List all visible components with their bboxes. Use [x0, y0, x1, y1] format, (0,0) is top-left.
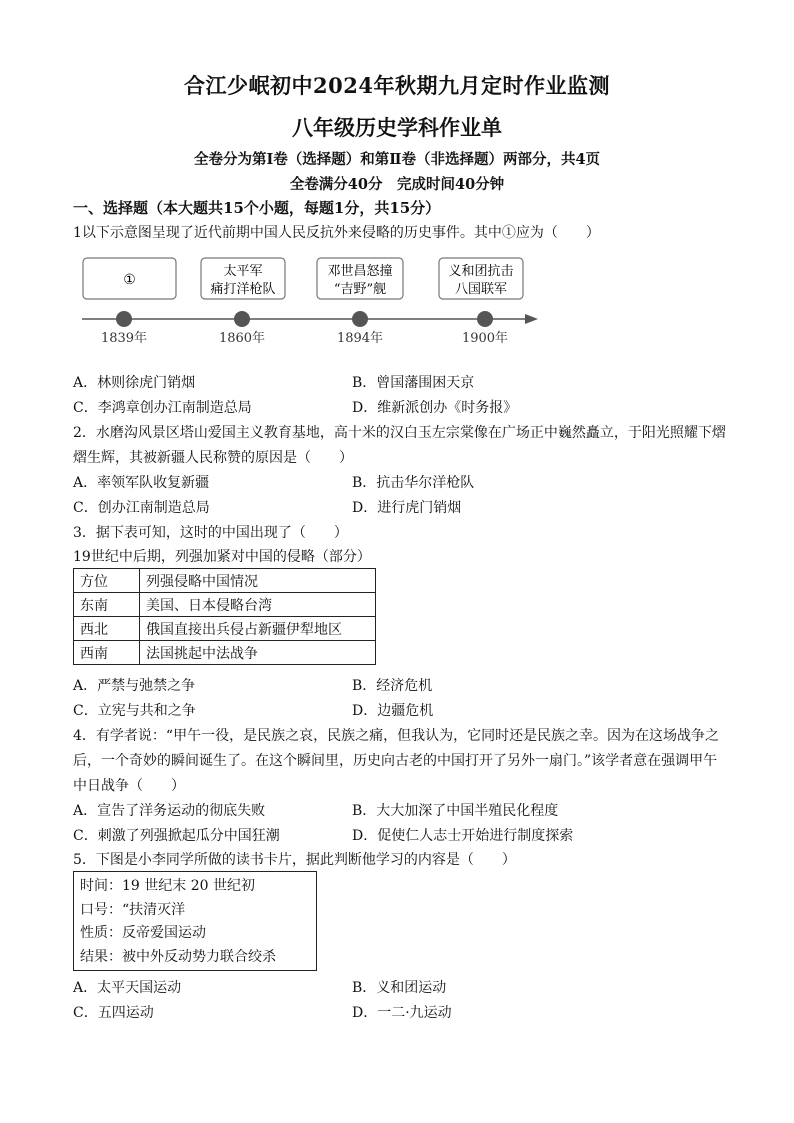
table-cell: 东南 [74, 593, 140, 617]
timeline-year-4: 1900年 [461, 331, 509, 346]
exam-title: 合江少岷初中2024年秋期九月定时作业监测 [184, 73, 610, 98]
q1-timeline [70, 250, 550, 350]
q1-option-c[interactable]: C．李鸿章创办江南制造总局 [73, 400, 252, 416]
q5-stem: 5．下图是小李同学所做的读书卡片，据此判断他学习的内容是（ ） [73, 852, 516, 868]
q3-option-a[interactable]: A．严禁与弛禁之争 [73, 678, 196, 694]
table-row [74, 641, 376, 665]
q4-stem-line1: 4．有学者说：“甲午一役，是民族之哀，民族之痛，但我认为，它同时还是民族之幸。因为在这场战争之 [73, 728, 720, 744]
q2-option-c[interactable]: C．创办江南制造总局 [73, 500, 210, 516]
table-cell: 俄国直接出兵侵占新疆伊犁地区 [140, 617, 376, 641]
table-cell: 方位 [74, 569, 140, 593]
table-cell: 西南 [74, 641, 140, 665]
q2-option-d[interactable]: D．进行虎门销烟 [352, 500, 462, 516]
table-row [74, 569, 376, 593]
q3-option-c[interactable]: C．立宪与共和之争 [73, 703, 196, 719]
q3-option-d[interactable]: D．边疆危机 [352, 703, 434, 719]
timeline-dot-1 [116, 311, 132, 327]
table-row [74, 593, 376, 617]
timeline-label-3b: “吉野”舰 [333, 282, 387, 297]
card-line-time: 时间：19 世纪末 20 世纪初 [80, 878, 255, 894]
q3-table-caption: 19世纪中后期，列强加紧对中国的侵略（部分） [73, 549, 371, 565]
timeline-dot-3 [352, 311, 368, 327]
q5-reading-card [73, 871, 317, 971]
card-line-slogan: 口号：“扶清灭洋 [80, 901, 186, 918]
q5-option-a[interactable]: A．太平天国运动 [73, 980, 182, 996]
q3-table [73, 568, 376, 665]
q2-stem-line2: 熠生辉，其被新疆人民称赞的原因是（ ） [73, 450, 353, 466]
q2-option-b[interactable]: B．抗击华尔洋枪队 [352, 475, 475, 491]
exam-info-pages: 全卷分为第Ⅰ卷（选择题）和第Ⅱ卷（非选择题）两部分，共4页 [193, 151, 601, 168]
table-row [74, 617, 376, 641]
q5-option-b[interactable]: B．义和团运动 [352, 980, 447, 996]
timeline-arrow-icon [525, 314, 538, 324]
q5-option-c[interactable]: C．五四运动 [73, 1005, 154, 1021]
timeline-label-3a: 邓世昌怒撞 [327, 264, 393, 279]
q1-option-d[interactable]: D．维新派创办《时务报》 [352, 400, 518, 416]
q4-stem-line2: 后，一个奇妙的瞬间诞生了。在这个瞬间里，历史向古老的中国打开了另外一扇门。”该学者意在强调甲午 [73, 753, 718, 769]
timeline-label-4a: 义和团抗击 [448, 264, 514, 279]
table-cell: 法国挑起中法战争 [140, 641, 376, 665]
exam-subtitle: 八年级历史学科作业单 [292, 115, 502, 140]
q1-option-b[interactable]: B．曾国藩围困天京 [352, 375, 475, 391]
timeline-box-1 [83, 258, 176, 299]
timeline-year-2: 1860年 [218, 331, 266, 346]
timeline-box-2 [201, 258, 285, 299]
section-heading: 一、选择题（本大题共15个小题，每题1分，共15分） [73, 199, 441, 217]
timeline-dot-4 [477, 311, 493, 327]
q5-option-d[interactable]: D．一二·九运动 [352, 1005, 452, 1021]
q1-option-a[interactable]: A．林则徐虎门销烟 [73, 375, 196, 391]
timeline-dot-2 [234, 311, 250, 327]
q4-option-b[interactable]: B．大大加深了中国半殖民化程度 [352, 803, 559, 819]
q3-option-b[interactable]: B．经济危机 [352, 678, 433, 694]
q4-option-d[interactable]: D．促使仁人志士开始进行制度探索 [352, 828, 574, 844]
timeline-label-4b: 八国联军 [454, 282, 508, 297]
timeline-label-2a: 太平军 [223, 264, 263, 279]
q4-option-a[interactable]: A．宣告了洋务运动的彻底失败 [73, 803, 266, 819]
q4-option-c[interactable]: C．刺激了列强掀起瓜分中国狂潮 [73, 828, 280, 844]
timeline-year-3: 1894年 [336, 331, 384, 346]
card-line-nature: 性质：反帝爱国运动 [80, 925, 206, 941]
exam-info-score: 全卷满分40分 完成时间40分钟 [289, 176, 505, 193]
timeline-label-2b: 痛打洋枪队 [210, 282, 276, 297]
q2-option-a[interactable]: A．率领军队收复新疆 [73, 475, 210, 491]
table-cell: 列强侵略中国情况 [140, 569, 376, 593]
q2-stem-line1: 2．水磨沟风景区塔山爱国主义教育基地，高十米的汉白玉左宗棠像在广场正中巍然矗立，于阳光照耀下熠 [73, 425, 726, 441]
table-cell: 美国、日本侵略台湾 [140, 593, 376, 617]
q1-stem: 1以下示意图呈现了近代前期中国人民反抗外来侵略的历史事件。其中①应为（ ） [73, 225, 600, 241]
timeline-year-1: 1839年 [100, 331, 148, 346]
card-line-result: 结果：被中外反动势力联合绞杀 [80, 948, 276, 965]
q3-stem: 3．据下表可知，这时的中国出现了（ ） [73, 525, 348, 541]
timeline-label-1: ① [123, 272, 136, 288]
timeline-box-3 [317, 258, 403, 299]
table-cell: 西北 [74, 617, 140, 641]
q4-stem-line3: 中日战争（ ） [73, 778, 185, 794]
timeline-box-4 [439, 258, 523, 299]
